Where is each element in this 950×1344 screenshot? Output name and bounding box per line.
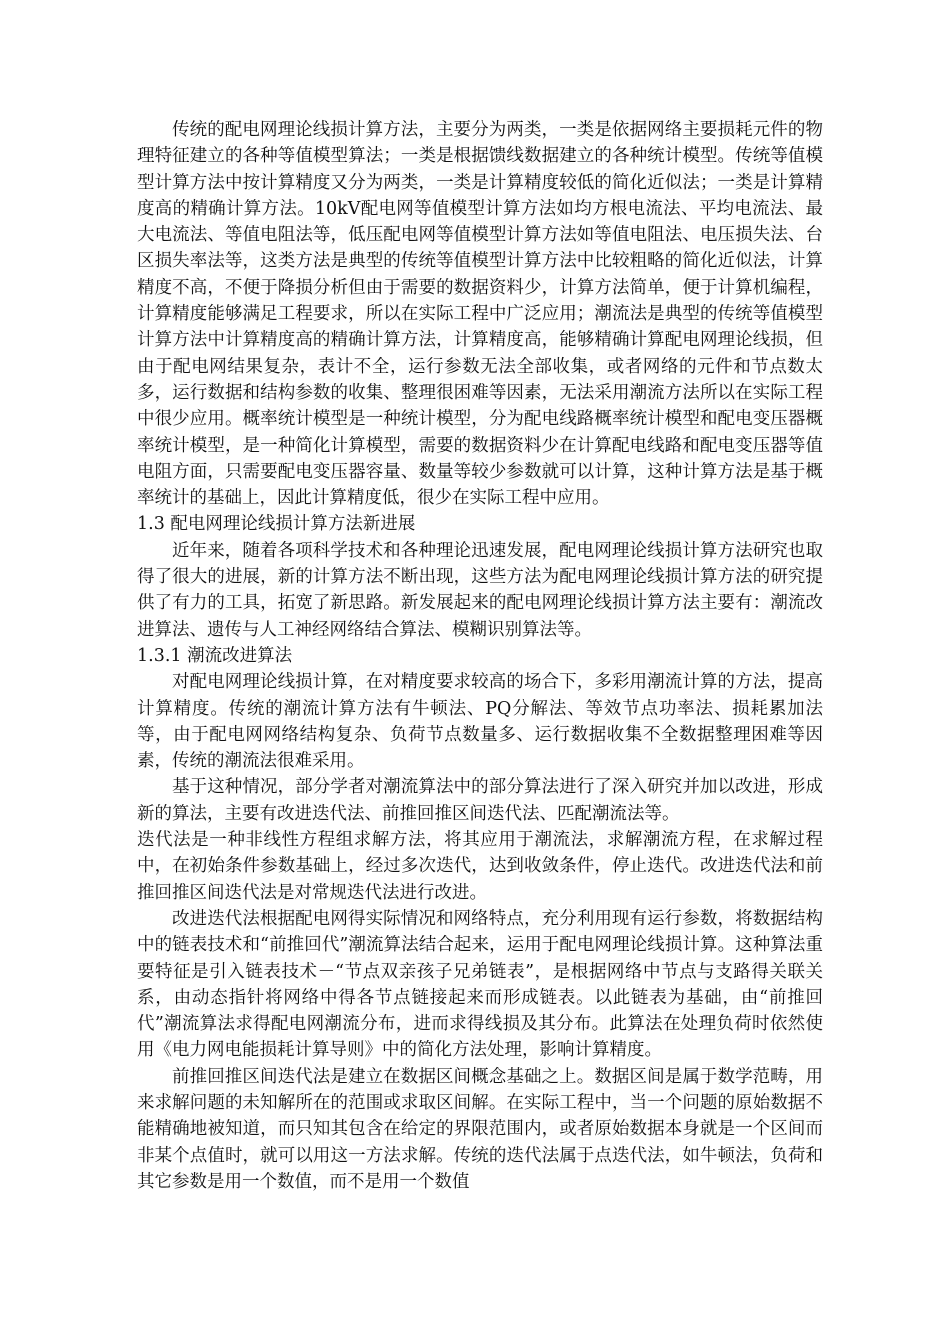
section-heading-1-3-1: 1.3.1 潮流改进算法 xyxy=(137,645,293,666)
paragraph-interval-iteration: 前推回推区间迭代法是建立在数据区间概念基础之上。数据区间是属于数学范畴，用来求解问题的未知解所在的范围或求取区间解。在实际工程中，当一个问题的原始数据不能精确地被知道，而只知其包含在给定的界限范围内，或者原始数据本身就是一个区间而非某个点值时，就可以用这一方法求解。传统的迭代法属于点迭代法，如牛顿法，负荷和其它参数是用一个数值，而不是用一个数值 xyxy=(137,1066,823,1192)
paragraph-power-flow-intro: 对配电网理论线损计算，在对精度要求较高的场合下，多彩用潮流计算的方法，提高计算精度。传统的潮流计算方法有牛顿法、PQ分解法、等效节点功率法、损耗累加法等，由于配电网网络结构复杂、负荷节点数量多、运行数据收集不全数据整理困难等因素，传统的潮流法很难采用。 xyxy=(137,672,823,772)
document-page xyxy=(137,117,823,1195)
section-heading-1-3: 1.3 配电网理论线损计算方法新进展 xyxy=(137,514,416,535)
paragraph-improved-algorithms: 基于这种情况，部分学者对潮流算法中的部分算法进行了深入研究并加以改进，形成新的算法，主要有改进迭代法、前推回推区间迭代法、匹配潮流法等。 xyxy=(137,777,823,824)
paragraph-new-progress: 近年来，随着各项科学技术和各种理论迅速发展，配电网理论线损计算方法研究也取得了很大的进展，新的计算方法不断出现，这些方法为配电网理论线损计算方法的研究提供了有力的工具，拓宽了新思路。新发展起来的配电网理论线损计算方法主要有：潮流改进算法、遗传与人工神经网络结合算法、模糊识别算法等。 xyxy=(137,540,823,640)
paragraph-traditional-methods: 传统的配电网理论线损计算方法，主要分为两类，一类是依据网络主要损耗元件的物理特征建立的各种等值模型算法；一类是根据馈线数据建立的各种统计模型。传统等值模型计算方法中按计算精度又分为两类，一类是计算精度较低的简化近似法；一类是计算精度高的精确计算方法。10kV配电网等值模型计算方法如均方根电流法、平均电流法、最大电流法、等值电阻法等，低压配电网等值模型计算方法如等值电阻法、电压损失法、台区损失率法等，这类方法是典型的传统等值模型计算方法中比较粗略的简化近似法，计算精度不高，不便于降损分析但由于需要的数据资料少，计算方法简单，便于计算机编程，计算精度能够满足工程要求，所以在实际工程中广泛应用；潮流法是典型的传统等值模型计算方法中计算精度高的精确计算方法，计算精度高，能够精确计算配电网理论线损，但由于配电网结果复杂，表计不全，运行参数无法全部收集，或者网络的元件和节点数太多，运行数据和结构参数的收集、整理很困难等因素，无法采用潮流方法所以在实际工程中很少应用。概率统计模型是一种统计模型，分为配电线路概率统计模型和配电变压器概率统计模型，是一种简化计算模型，需要的数据资料少在计算配电线路和配电变压器等值电阻方面，只需要配电变压器容量、数量等较少参数就可以计算，这种计算方法是基于概率统计的基础上，因此计算精度低，很少在实际工程中应用。 xyxy=(137,120,823,509)
paragraph-improved-iteration: 改进迭代法根据配电网得实际情况和网络特点，充分利用现有运行参数，将数据结构中的链表技术和“前推回代”潮流算法结合起来，运用于配电网理论线损计算。这种算法重要特征是引入链表技术－“节点双亲孩子兄弟链表”，是根据网络中节点与支路得关联关系，由动态指针将网络中得各节点链接起来而形成链表。以此链表为基础，由“前推回代”潮流算法求得配电网潮流分布，进而求得线损及其分布。此算法在处理负荷时依然使用《电力网电能损耗计算导则》中的简化方法处理，影响计算精度。 xyxy=(137,908,823,1061)
paragraph-iteration-method: 迭代法是一种非线性方程组求解方法，将其应用于潮流法，求解潮流方程，在求解过程中，在初始条件参数基础上，经过多次迭代，达到收敛条件，停止迭代。改进迭代法和前推回推区间迭代法是对常规迭代法进行改进。 xyxy=(137,830,823,903)
